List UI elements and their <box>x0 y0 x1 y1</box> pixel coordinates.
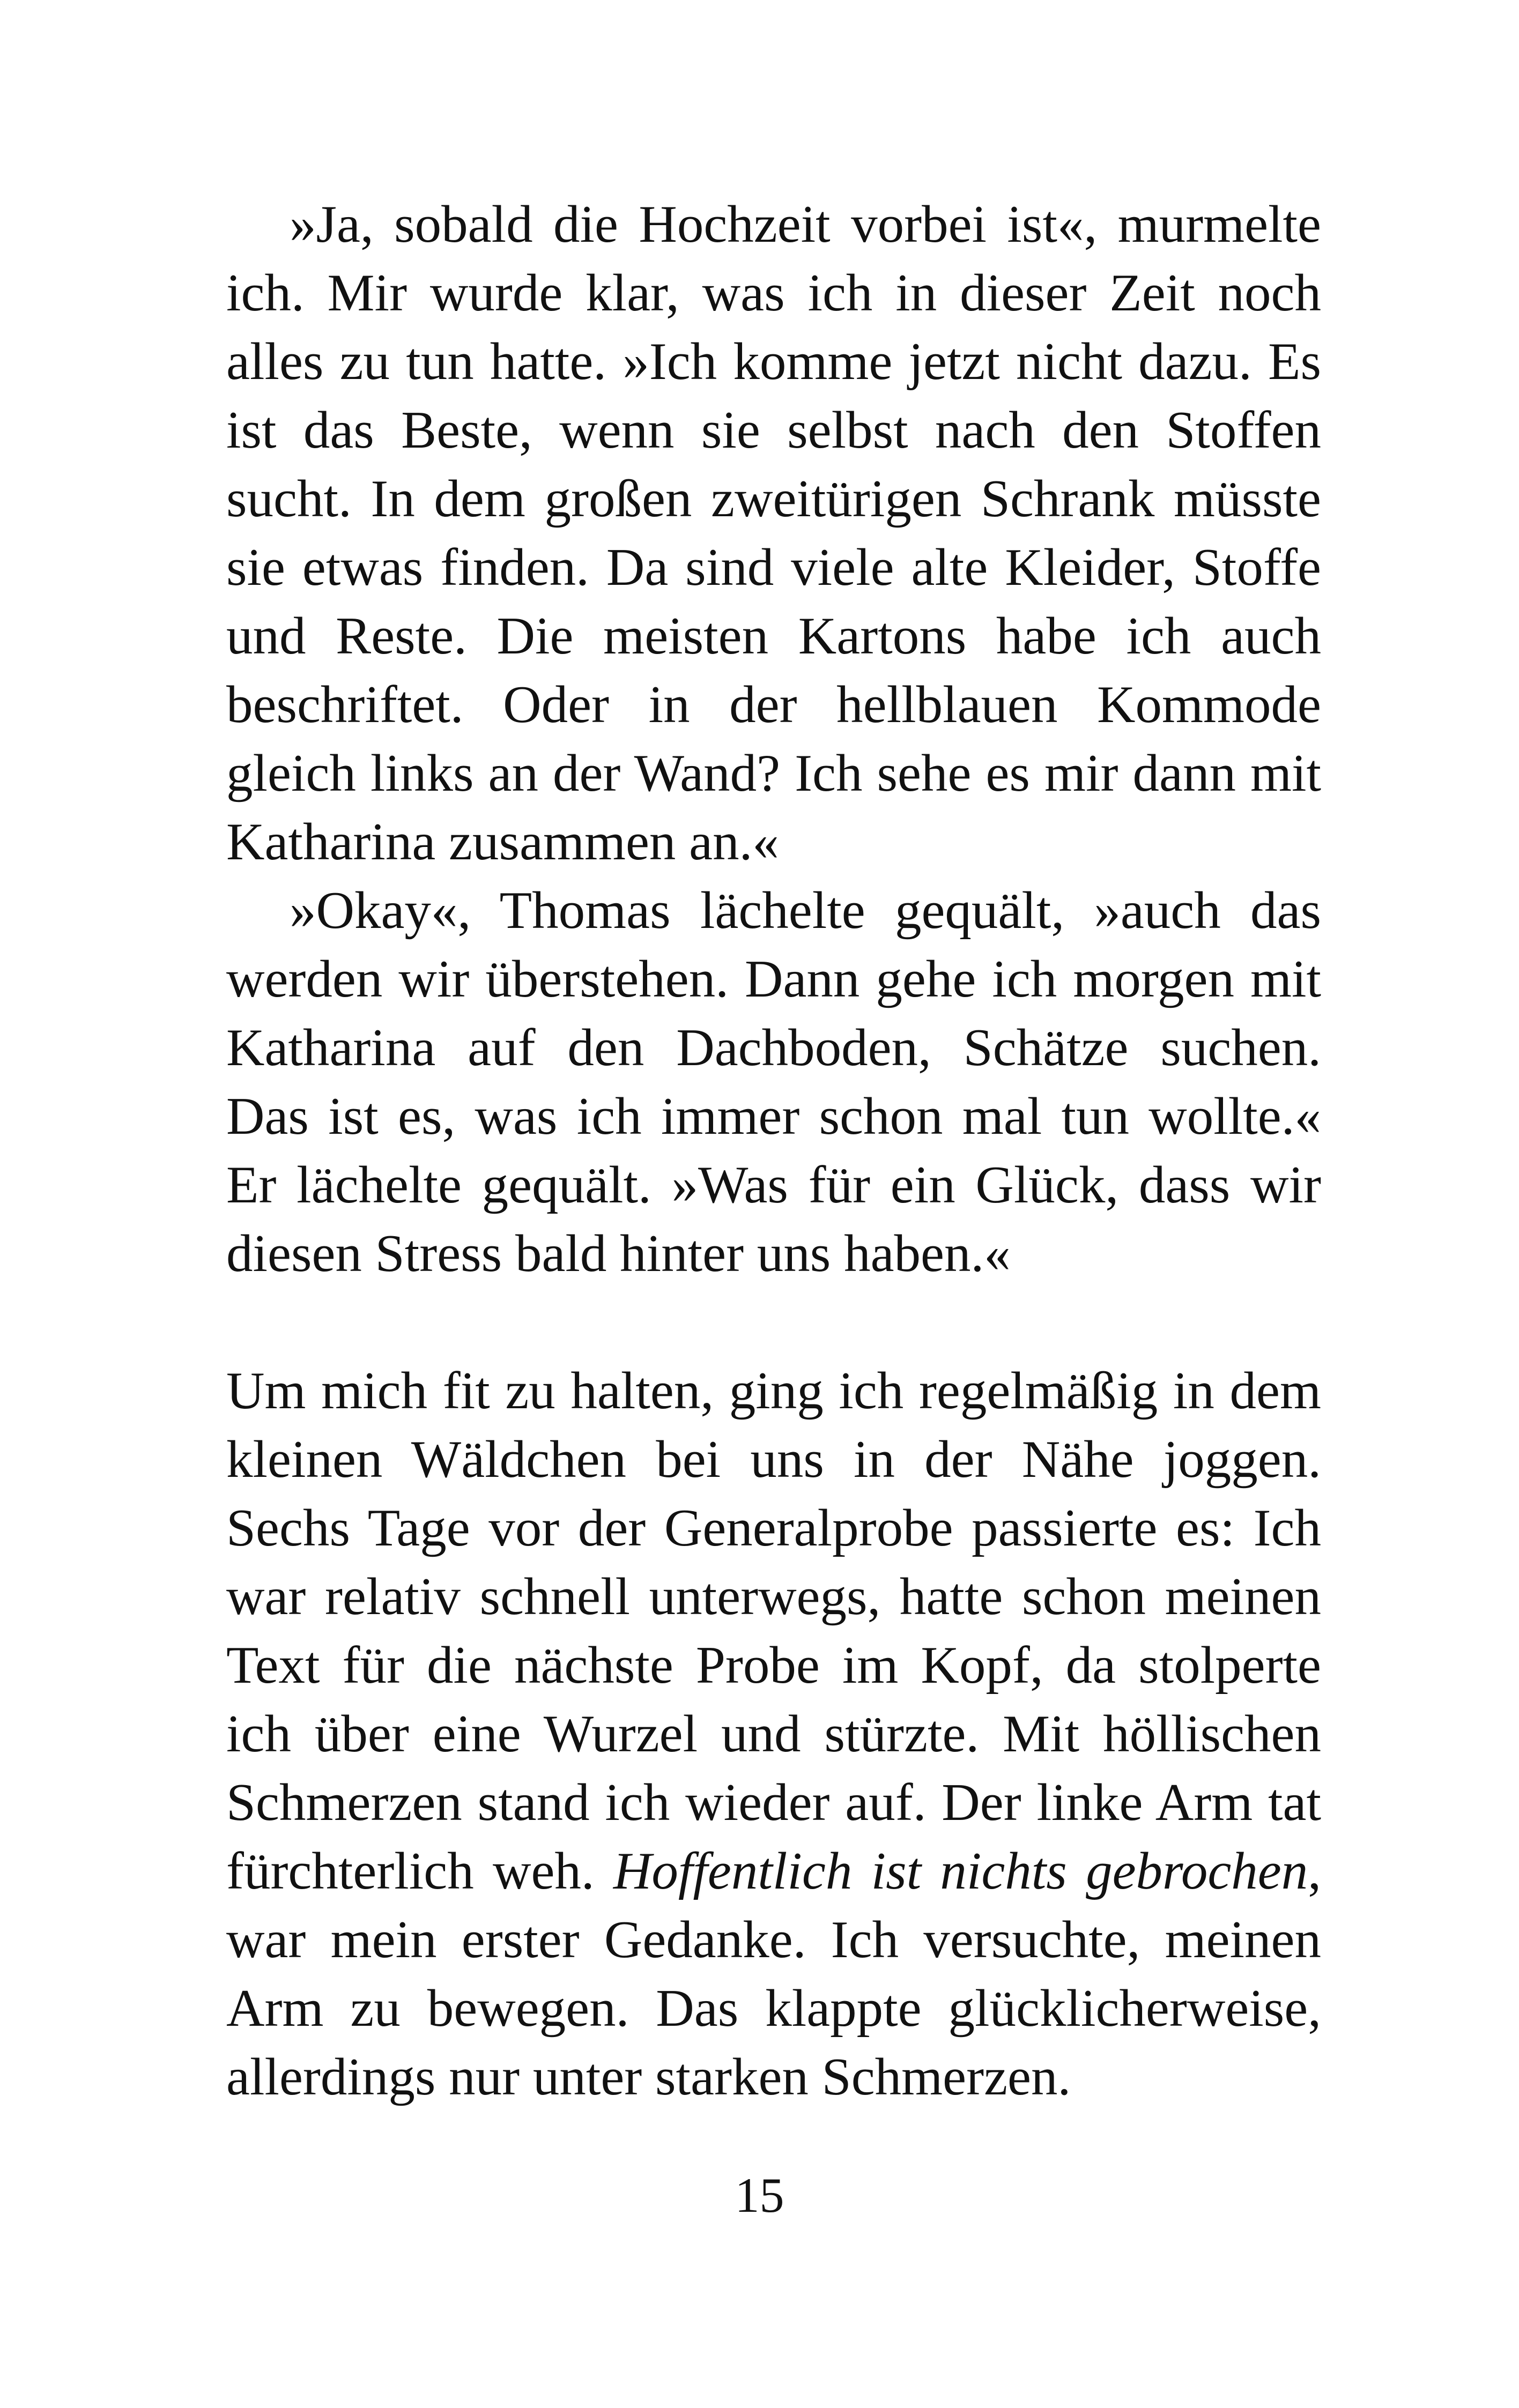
paragraph-3-text-start: Um mich fit zu halten, ging ich regelmäßig in dem kleinen Wäldchen bei uns in der Nähe joggen. Sechs Tage vor der Generalprobe passierte es: Ich war relativ schnell unterwegs, hatte schon meinen Text für die nächste Probe im Kopf, da stolperte ich über eine Wurzel und stürzte. Mit höllischen Schmerzen stand ich wieder auf. Der linke Arm tat fürchterlich weh. <box>226 1362 1321 1900</box>
paragraph-1: »Ja, sobald die Hochzeit vorbei ist«, murmelte ich. Mir wurde klar, was ich in dieser Zeit noch alles zu tun hatte. »Ich komme jetzt nicht dazu. Es ist das Beste, wenn sie selbst nach den Stoffen sucht. In dem großen zweitürigen Schrank müsste sie etwas finden. Da sind viele alte Kleider, Stoffe und Reste. Die meisten Kartons habe ich auch beschriftet. Oder in der hellblauen Kommode gleich links an der Wand? Ich sehe es mir dann mit Katharina zusammen an.« <box>226 195 1321 871</box>
paragraph-3-italic-thought: Hoffentlich ist nichts gebrochen <box>613 1842 1308 1900</box>
paragraph-3 <box>226 1357 1321 2112</box>
paragraph-2: »Okay«, Thomas lächelte gequält, »auch das werden wir überstehen. Dann gehe ich morgen mit Katharina auf den Dachboden, Schätze suchen. Das ist es, was ich immer schon mal tun wollte.« Er lächelte gequält. »Was für ein Glück, dass wir diesen Stress bald hinter uns haben.« <box>226 881 1321 1283</box>
page-number: 15 <box>735 2168 784 2223</box>
scene-break <box>226 1288 1321 1357</box>
paragraph-3-text-end: , war mein erster Gedanke. Ich versuchte, meinen Arm zu bewegen. Das klappte glücklicherweise, allerdings nur unter starken Schmerzen. <box>226 1842 1321 2106</box>
page-body-text <box>226 190 1321 2112</box>
